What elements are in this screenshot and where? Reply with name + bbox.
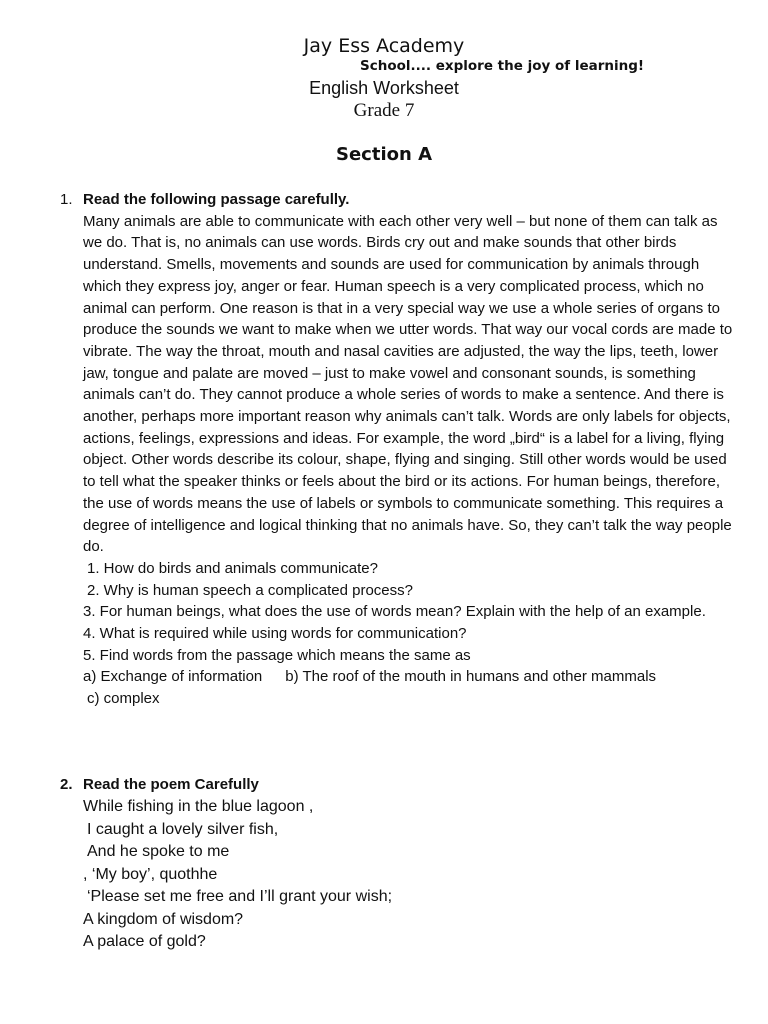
- poem: [83, 796, 683, 954]
- comprehension-question: 3. For human beings, what does the use of words mean? Explain with the help of an example.: [83, 603, 706, 621]
- comprehension-question: 5. Find words from the passage which means the same as: [83, 646, 471, 664]
- option-c: c) complex: [87, 690, 160, 708]
- poem-line: , ‘My boy’, quothhe: [83, 865, 218, 883]
- worksheet-title: English Worksheet: [309, 78, 459, 98]
- comprehension-question: 1. How do birds and animals communicate?: [87, 559, 378, 577]
- section-title: Section A: [336, 144, 432, 165]
- option-a: a) Exchange of information: [83, 668, 263, 686]
- word-options-row: [83, 666, 733, 688]
- poem-line: ‘Please set me free and I’ll grant your wish;: [87, 888, 393, 905]
- poem-line: And he spoke to me: [87, 843, 230, 860]
- poem-line: A palace of gold?: [83, 933, 206, 950]
- grade-label: Grade 7: [353, 100, 415, 121]
- comprehension-question: 2. Why is human speech a complicated process?: [87, 581, 413, 599]
- comprehension-question: 4. What is required while using words for communication?: [83, 625, 467, 643]
- option-b: b) The roof of the mouth in humans and other mammals: [285, 668, 657, 686]
- reading-passage: Many animals are able to communicate with each other very well – but none of them can talk as we do. That is, no animals can use words. Birds cry out and make sounds that other birds understand. Smells, movements and sounds are used for communication by animals through which they express joy, anger or fear. Human speech is a very complicated process, which no animal can perform. One reason is that in a very special way we use a whole series of organs to produce the sounds we want to make when we utter words. That way our vocal cords are made to vibrate. The way the throat, mouth and nasal cavities are adjusted, the way the lips, teeth, lower jaw, tongue and palate are moved – just to make vowel and consonant sounds, is something animals can’t do. They cannot produce a whole series of words to make a sentence. And there is another, perhaps more important reason why animals can’t talk. Words are only labels for objects, actions, feelings, expressions and ideas. For example, the word „bird“ is a label for a living, flying object. Other words describe its colour, shape, flying and singing. Still other words would be used to tell what the speaker thinks or feels about the bird or its actions. For human beings, therefore, the use of words means the use of labels or symbols to communicate something. This requires a degree of intelligence and logical thinking that no animals have. So, they can’t talk the way people do.: [83, 212, 733, 556]
- question-2: [83, 774, 733, 796]
- poem-line: A kingdom of wisdom?: [83, 910, 244, 928]
- question-1-number: 1.: [60, 191, 73, 208]
- poem-line: I caught a lovely silver fish,: [87, 820, 279, 838]
- poem-line: While fishing in the blue lagoon ,: [83, 798, 314, 815]
- question-2-title: Read the poem Carefully: [83, 776, 259, 793]
- question-1-title: Read the following passage carefully.: [83, 191, 350, 208]
- school-name: Jay Ess Academy: [303, 35, 465, 57]
- school-tagline: School.... explore the joy of learning!: [360, 58, 645, 74]
- question-1: [83, 189, 733, 710]
- question-2-number: 2.: [60, 776, 73, 793]
